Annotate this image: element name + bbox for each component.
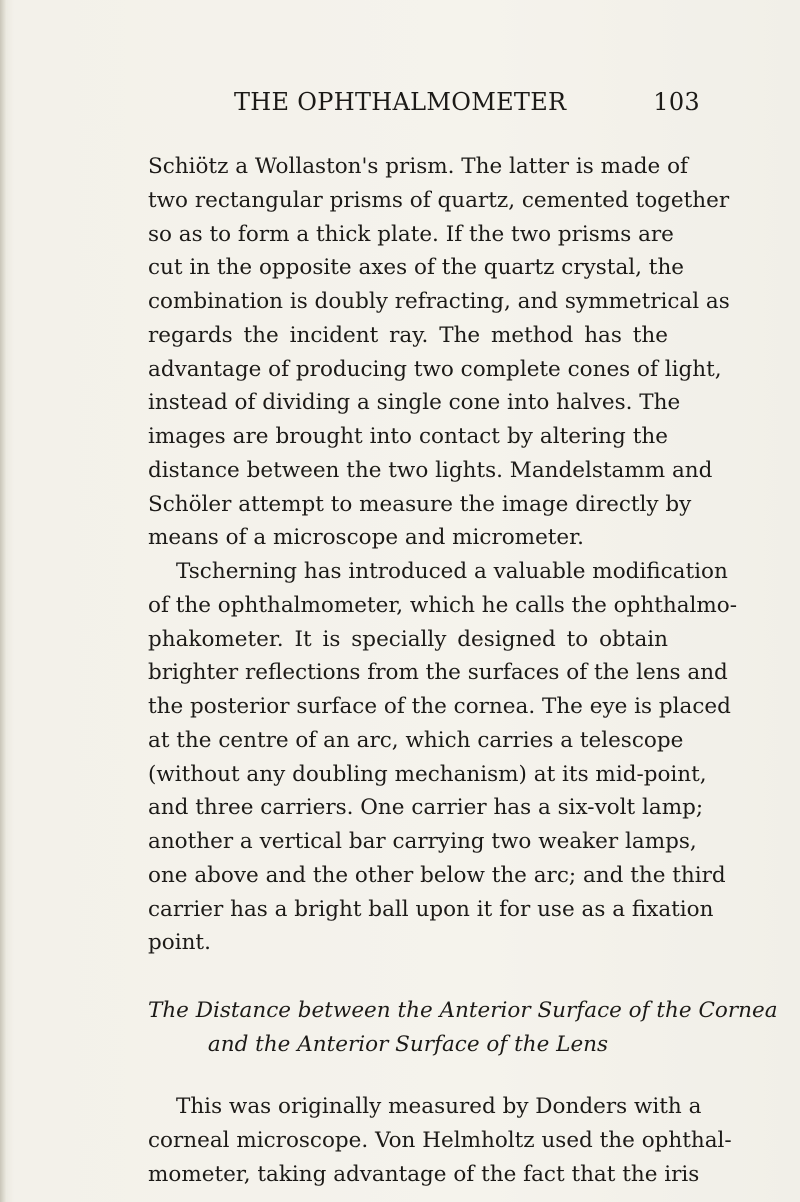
text-line: images are brought into contact by altering the [148,424,668,449]
text-line: Schöler attempt to measure the image directly by [148,492,692,517]
text-line: cut in the opposite axes of the quartz crystal, the [148,255,685,280]
text-line: (without any doubling mechanism) at its mid-point, [148,762,707,787]
text-line: phakometer. It is specially designed to obtain [148,627,668,652]
text-line: carrier has a bright ball upon it for use as a fixation [148,897,714,922]
text-line: brighter reflections from the surfaces of the lens and [148,660,728,685]
text-line: instead of dividing a single cone into halves. The [148,390,681,415]
section-heading: The Distance between the Anterior Surface of the Cornea [148,998,778,1023]
text-line: another a vertical bar carrying two weaker lamps, [148,829,697,854]
text-line: Tscherning has introduced a valuable modification [176,559,728,584]
running-head [200,88,700,128]
text-line: Schiötz a Wollaston's prism. The latter is made of [148,154,689,179]
text-line: regards the incident ray. The method has the [148,323,668,348]
text-line: mometer, taking advantage of the fact that the iris [148,1162,700,1187]
text-line: one above and the other below the arc; and the third [148,863,726,888]
text-line: corneal microscope. Von Helmholtz used the ophthal- [148,1128,732,1153]
text-line: distance between the two lights. Mandelstamm and [148,458,713,483]
chapter-title: THE OPHTHALMOMETER [234,88,567,116]
text-line: so as to form a thick plate. If the two prisms are [148,222,674,247]
page-binding-edge [0,0,6,1202]
text-line: combination is doubly refracting, and symmetrical as [148,289,730,314]
text-line: and three carriers. One carrier has a six-volt lamp; [148,795,704,820]
text-line: at the centre of an arc, which carries a telescope [148,728,684,753]
page-number: 103 [653,88,700,116]
text-line: means of a microscope and micrometer. [148,525,584,550]
text-line: two rectangular prisms of quartz, cemented together [148,188,730,213]
text-line: point. [148,930,211,955]
text-line: This was originally measured by Donders with a [176,1094,702,1119]
text-line: the posterior surface of the cornea. The eye is placed [148,694,731,719]
text-line: of the ophthalmometer, which he calls the ophthalmo- [148,593,738,618]
section-heading: and the Anterior Surface of the Lens [207,1032,609,1057]
text-line: advantage of producing two complete cones of light, [148,357,722,382]
